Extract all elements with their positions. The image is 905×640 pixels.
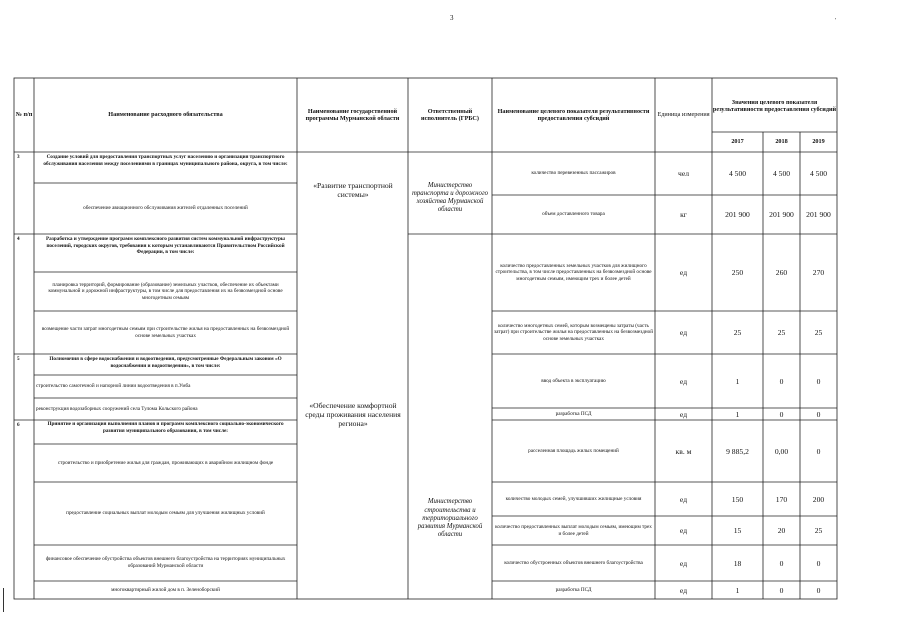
section-number: 5 (17, 356, 20, 362)
indicator-value: 25 (814, 526, 823, 535)
executor-name: Министерство транспорта и дорожного хозяйства Мурманской области (412, 181, 488, 214)
obligation-item: возмещение части затрат многодетным семьям при строительстве жилья на предоставленных на безвозмездной основе земельных участках (41, 325, 290, 339)
indicator-value: 201 900 (725, 210, 750, 219)
header-executor: Ответственный исполнитель (ГРБС) (421, 107, 479, 122)
obligation-item: планировка территорий, формирование (образование) земельных участков, обеспечение их объектами коммунальной и дорожной инфраструктуры, в том числе для предоставления их на безвозмездной основе многодетным семьям (48, 281, 283, 301)
indicator-unit: ед (679, 268, 688, 277)
indicator-value: 1 (735, 585, 740, 595)
section-number: 3 (17, 154, 20, 160)
corner-mark: ' (835, 18, 837, 24)
header-year: 2017 (731, 138, 744, 146)
indicator-name: количество обустроенных объектов внешнего благоустройства (504, 559, 643, 566)
indicator-unit: ед (679, 558, 688, 568)
indicator-value: 250 (731, 268, 744, 277)
indicator-value: 0 (779, 409, 784, 419)
indicator-value: 0,00 (774, 446, 789, 456)
obligation-item: реконструкция водозаборных сооружений села Тулома Кольского района (36, 405, 198, 412)
indicator-value: 25 (733, 328, 742, 337)
indicator-value: 25 (777, 328, 786, 337)
header-obligation: Наименование расходного обязательства (108, 111, 223, 119)
indicator-unit: ед (679, 494, 688, 504)
indicator-value: 270 (812, 268, 825, 277)
executor-name: Министерство строительства и территориального развития Мурманской области (417, 498, 483, 539)
indicator-value: 260 (775, 268, 788, 277)
header-values-group: Значения целевого показателя результативности предоставления субсидий (712, 98, 837, 113)
indicator-value: 201 900 (769, 210, 794, 219)
obligation-item: предоставление социальных выплат молодым семьям для улучшения жилищных условий (66, 510, 265, 517)
indicator-value: 0 (816, 409, 821, 419)
indicator-unit: ед (679, 585, 688, 595)
indicator-value: 25 (814, 328, 823, 337)
indicator-value: 1 (735, 376, 740, 386)
indicator-name: количество перевезенных пассажиров (531, 170, 616, 177)
indicator-value: 0 (779, 585, 784, 595)
indicator-value: 4 500 (772, 169, 791, 178)
indicator-name: разработка ПСД (555, 586, 592, 593)
indicator-value: 1 (735, 409, 740, 419)
indicator-unit: ед (679, 328, 688, 337)
indicator-name: количество многодетных семей, которым возмещены затраты (часть затрат) при строительстве жилья на предоставленных на безвозмездной основе земельных участках (494, 322, 653, 342)
obligation-item: финансовое обеспечение обустройства объектов внешнего благоустройства на территориях муниципальных образований Мурманской области (45, 556, 286, 569)
indicator-value: 0 (779, 376, 784, 386)
page-number: 3 (450, 14, 454, 22)
indicator-unit: кг (680, 210, 687, 219)
indicator-value: 18 (733, 558, 742, 568)
section-title: Разработка и утверждение программ комплексного развития систем коммунальной инфраструктуры поселений, городских округов, требования к которым устанавливаются Правительством Российской Федерации, в том числе: (46, 236, 285, 256)
section-title: Принятие и организация выполнения планов и программ комплексного социально-экономического развития муниципального образования, в том числе: (47, 421, 284, 434)
section-title: Полномочия в сфере водоснабжения и водоотведения, предусмотренные Федеральным законом «О водоснабжении и водоотведении», в том числе: (49, 356, 282, 369)
indicator-value: 0 (816, 585, 821, 595)
indicator-value: 0 (779, 558, 784, 568)
header-indicator: Наименование целевого показателя результативности предоставления субсидий (497, 107, 650, 122)
header-year: 2019 (812, 138, 825, 146)
indicator-name: разработка ПСД (555, 410, 592, 417)
indicator-value: 201 900 (806, 210, 831, 219)
program-name: «Развитие транспортной системы» (313, 181, 393, 199)
indicator-value: 15 (733, 526, 742, 535)
indicator-name: ввод объекта в эксплуатацию (541, 377, 606, 384)
header-unit: Единица измерения (657, 111, 710, 119)
header-program: Наименование государственной программы Мурманской области (305, 107, 400, 122)
indicator-unit: чел (678, 169, 689, 178)
indicator-unit: ед (679, 409, 688, 419)
indicator-name: количество предоставленных земельных участков для жилищного строительства, в том числе предоставленных на безвозмездной основе многодетным семьям, имеющим трех и более детей (495, 262, 652, 282)
indicator-name: объем доставленного товара (542, 211, 605, 218)
indicator-name: расселенная площадь жилых помещений (528, 447, 619, 454)
obligation-item: многоквартирный жилой дом в п. Зеленоборский (111, 586, 220, 593)
indicator-unit: ед (679, 376, 688, 386)
indicator-value: 150 (731, 494, 744, 504)
indicator-name: количество молодых семей, улучшивших жилищные условия (505, 495, 642, 502)
program-name: «Обеспечение комфортной среды проживания населения региона» (305, 400, 401, 428)
header-number: № п/п (15, 111, 33, 119)
indicator-value: 170 (775, 494, 788, 504)
obligation-item: строительство и приобретение жилья для граждан, проживающих в аварийном жилищном фонде (57, 459, 274, 466)
section-number: 4 (17, 236, 20, 242)
indicator-value: 4 500 (728, 169, 747, 178)
indicator-value: 0 (816, 446, 821, 456)
indicator-name: количество предоставленных выплат молодым семьям, имеющим трех и более детей (495, 523, 652, 537)
indicator-unit: кв. м (675, 446, 692, 456)
obligation-item: обеспечение авиационного обслуживания жителей отдаленных поселений (83, 205, 248, 212)
indicator-value: 0 (816, 376, 821, 386)
obligation-item: строительство самотечной и напорной линии водоотведения в п.Умба (36, 383, 191, 390)
indicator-value: 200 (812, 494, 825, 504)
section-number: 6 (17, 422, 20, 428)
indicator-value: 9 885,2 (726, 446, 749, 456)
indicator-value: 20 (777, 526, 786, 535)
header-year: 2018 (775, 138, 788, 146)
indicator-value: 0 (816, 558, 821, 568)
indicator-value: 4 500 (809, 169, 828, 178)
section-title: Создание условий для предоставления транспортных услуг населению и организация транспортного обслуживания населения между поселениями в границах муниципального района, округа, в том числе: (43, 154, 288, 167)
indicator-unit: ед (679, 526, 688, 535)
